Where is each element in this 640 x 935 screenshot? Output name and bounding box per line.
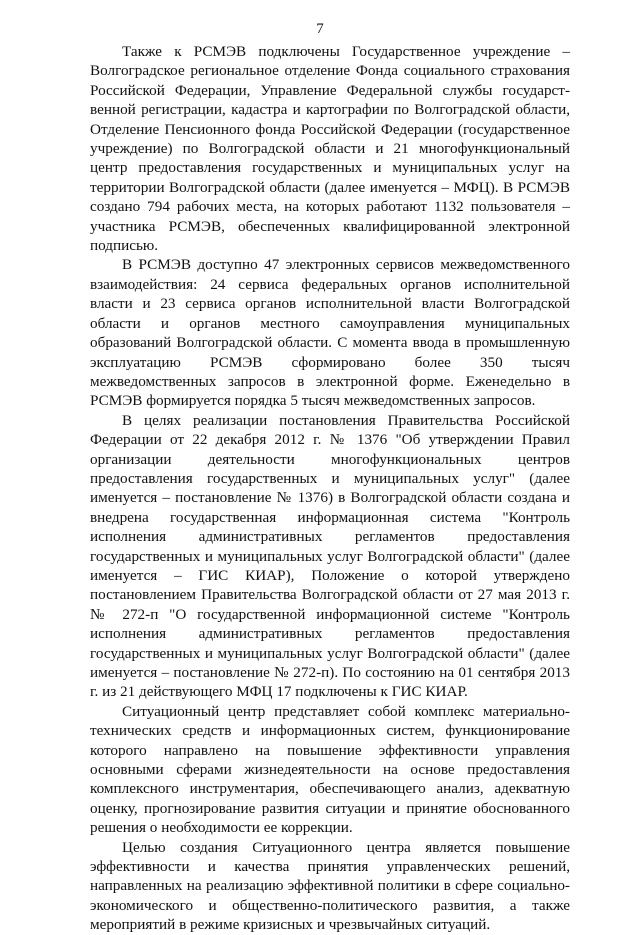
paragraph-rsmev-services: В РСМЭВ доступно 47 электронных сервисов межведомственного взаимодействия: 24 сервиса федеральных органов исполнительной власти и 23 сервиса органов исполнительной власти Волгоградской области и органов местного самоуправления муниципальных образований Волгоградской области. С момента ввода в промышленную эксплуатацию РСМЭВ сформировано более 350 тысяч межведомственных запросов в электронной форме. Еженедельно в РСМЭВ формируется порядка 5 тысяч межведомственных запросов. [90, 256, 570, 410]
paragraph-gis-kiar: В целях реализации постановления Правительства Российской Федерации от 22 декабря 2012 г. № 1376 "Об утверждении Правил организации деятельности многофункциональных центров предоставления государственных и муниципальных услуг" (далее именуется – постановление № 1376) в Волгоградской области создана и внедрена государственная информационная система "Контроль исполнения административных регламентов предоставления государственных и муниципальных услуг Волгоградской области" (далее именуется – ГИС КИАР), Положение о которой утверждено постановлением Правительства Волгоградской области от 27 мая 2013 г. № 272-п "О государственной информационной системе "Контроль исполнения административных регламентов предоставления государственных и муниципальных услуг Волгоградской области" (далее именуется – постановление № 272-п). По состоянию на 01 сентября 2013 г. из 21 действующего МФЦ 17 подключены к ГИС КИАР. [90, 411, 570, 701]
paragraph-situation-center: Ситуационный центр представляет собой комплекс материально-технических средств и информационных систем, функционирование которого направлено на повышение эффективности управления основными сферами жизнедеятельности на основе предоставления комплексного инструментария, обеспечивающего анализ, адекватную оценку, прогнозирование развития ситуации и принятие обоснованного решения о необходимости ее коррекции. [90, 702, 570, 837]
paragraph-situation-center-goal: Целью создания Ситуационного центра является повышение эффективности и качества принятия управленческих решений, направленных на реализацию эффективной политики в сфере социально-экономического и общественно-политического развития, а также мероприятий в режиме кризисных и чрезвычайных ситуаций. [90, 838, 570, 934]
document-body [90, 42, 570, 935]
paragraph-rsmev-participants: Также к РСМЭВ подключены Государственное учреждение – Волгоградское региональное отделение Фонда социального страхования Российской Федерации, Управление Федеральной службы государственной регистрации, кадастра и картографии по Волгоградской области, Отделение Пенсионного фонда Российской Федерации (государственное учреждение) по Волгоградской области и 21 многофункциональный центр предоставления государственных и муниципальных услуг на территории Волгоградской области (далее именуется – МФЦ). В РСМЭВ создано 794 рабочих места, на которых работают 1132 пользователя – участника РСМЭВ, обеспеченных квалифицированной электронной подписью. [90, 43, 570, 255]
page-number: 7 [316, 21, 324, 37]
